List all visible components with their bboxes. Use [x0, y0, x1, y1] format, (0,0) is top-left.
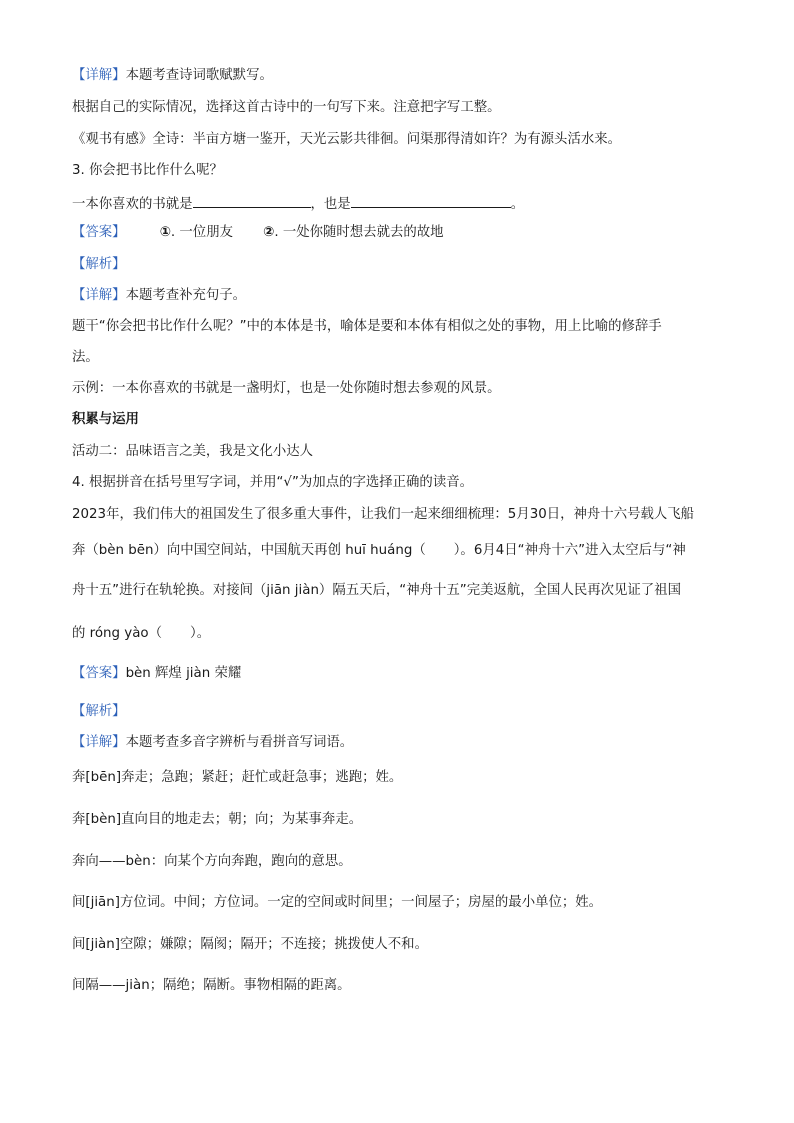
q3-question: 3. 你会把书比作什么呢？ — [72, 163, 223, 178]
q3-analysis-label: 【解析】 — [72, 257, 126, 272]
q4-passage-line4a: 的 róng yào（ — [72, 626, 163, 641]
q3-explain-line2: 法。 — [72, 350, 99, 365]
q4-explain-4: 间[jiān]方位词。中间；方位词。一定的空间或时间里；一间屋子；房屋的最小单位；姓。 — [72, 895, 603, 910]
q3-answer2: . 一处你随时想去就去的故地 — [274, 225, 444, 240]
q3-fill-part2: ，也是 — [310, 197, 351, 212]
detail-label: 【详解】 — [72, 288, 126, 303]
detail-label: 【详解】 — [72, 735, 126, 750]
q3-detail-text: 本题考查补充句子。 — [125, 288, 247, 303]
section-heading: 积累与运用 — [72, 412, 139, 427]
q4-answer-text: bèn 辉煌 jiàn 荣耀 — [125, 666, 242, 681]
q4-question: 4. 根据拼音在括号里写字词，并用“√”为加点的字选择正确的读音。 — [72, 475, 473, 490]
q4-passage-line1: 2023年，我们伟大的祖国发生了很多重大事件，让我们一起来细细梳理：5月30日，神舟十六号载人飞船 — [72, 507, 695, 522]
q4-passage-line4 — [72, 625, 730, 643]
q4-explain-2: 奔[bèn]直向目的地走去；朝；向；为某事奔走。 — [72, 812, 363, 827]
q3-fill-line — [72, 193, 730, 214]
q4-answer-line — [72, 665, 730, 683]
q4-detail-line — [72, 734, 730, 752]
q3-fill-part3: 。 — [510, 197, 525, 212]
q3-answer1-num: ① — [159, 225, 171, 240]
q3-example: 示例：一本你喜欢的书就是一盏明灯，也是一处你随时想去参观的风景。 — [72, 381, 501, 396]
q3-explain-line1: 题干“你会把书比作什么呢？”中的本体是书，喻体是要和本体有相似之处的事物，用上比喻的修辞手 — [72, 319, 662, 334]
answer-label: 【答案】 — [72, 666, 126, 681]
q4-explain-6: 间隔——jiàn；隔绝；隔断。事物相隔的距离。 — [72, 978, 351, 993]
q4-passage-line2a: 奔（bèn bēn）向中国空间站，中国航天再创 huī huáng（ — [72, 543, 426, 558]
q4-passage-line4b: ）。 — [190, 626, 211, 641]
q3-answer1: . 一位朋友 — [170, 225, 233, 240]
detail-label: 【详解】 — [72, 68, 126, 83]
q4-explain-1: 奔[bēn]奔走；急跑；紧赶；赶忙或赶急事；逃跑；姓。 — [72, 770, 403, 785]
q4-explain-3: 奔向——bèn：向某个方向奔跑，跑向的意思。 — [72, 854, 352, 869]
q4-detail-text: 本题考查多音字辨析与看拼音写词语。 — [125, 735, 354, 750]
q4-passage-line2 — [72, 542, 730, 560]
q4-explain-5: 间[jiàn]空隙；嫌隙；隔阂；隔开；不连接；挑拨使人不和。 — [72, 937, 428, 952]
answer-label: 【答案】 — [72, 225, 126, 240]
q3-answer2-num: ② — [262, 225, 275, 240]
q3-blank-2 — [351, 193, 511, 208]
q3-blank-1 — [193, 193, 311, 208]
q3-detail-line — [72, 287, 730, 305]
q2-explain-line: 根据自己的实际情况，选择这首古诗中的一句写下来。注意把字写工整。 — [72, 100, 501, 115]
q4-passage-line2b: ）。6月4日“神舟十六”进入太空后与“神 — [453, 543, 686, 558]
q3-fill-part1: 一本你喜欢的书就是 — [72, 197, 193, 212]
q2-detail-text: 本题考查诗词歌赋默写。 — [125, 68, 273, 83]
q2-poem-line: 《观书有感》全诗：半亩方塘一鉴开，天光云影共徘徊。问渠那得清如许？为有源头活水来。 — [72, 132, 622, 147]
q2-detail-line — [72, 67, 730, 85]
q4-passage-line3: 舟十五”进行在轨轮换。对接间（jiān jiàn）隔五天后，“神舟十五”完美返航，全国人民再次见证了祖国 — [72, 583, 681, 598]
q4-analysis-label: 【解析】 — [72, 704, 126, 719]
q3-answer-line — [72, 224, 730, 242]
section-activity: 活动二：品味语言之美，我是文化小达人 — [72, 444, 314, 459]
